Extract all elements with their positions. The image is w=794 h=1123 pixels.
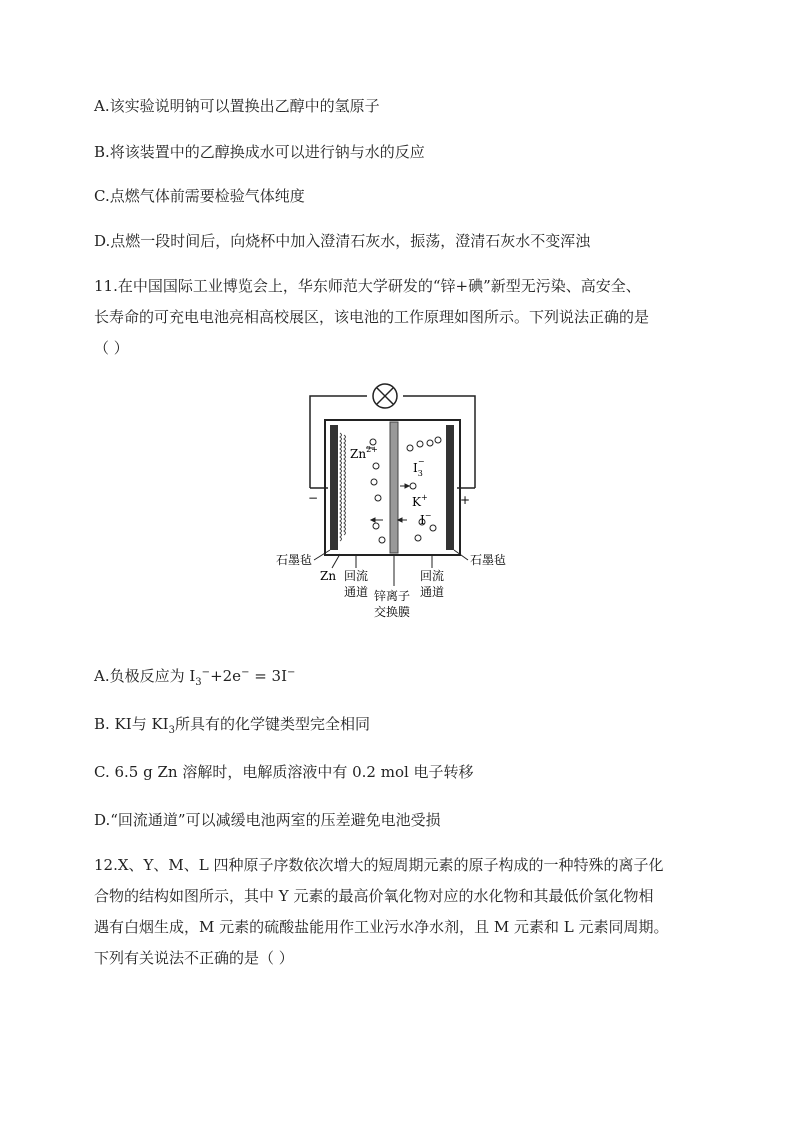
zn-deposit [340, 433, 346, 541]
zn2-label [350, 445, 378, 461]
zn2-text: Zn [350, 447, 367, 461]
left-graphite-felt [330, 425, 338, 550]
right-graphite-felt [446, 425, 454, 550]
q11-option-a-sup: − [201, 667, 211, 678]
q11-option-d: D.“回流通道”可以减缓电池两室的压差避免电池受损 [94, 811, 441, 829]
q11-option-a-sub: 3 [195, 677, 202, 688]
negative-terminal-label: − [308, 491, 319, 505]
q11-option-b [94, 714, 370, 734]
q12-stem-line3: 遇有白烟生成，M 元素的硫酸盐能用作工业污水净水剂，且 M 元素和 L 元素同周期。 [94, 918, 669, 936]
q12-stem-line2: 合物的结构如图所示，其中 Y 元素的最高价氧化物对应的水化物和其最低价氢化物相 [94, 887, 654, 905]
q11-option-a-mid: +2e [210, 667, 242, 685]
positive-terminal-label: + [460, 493, 471, 507]
k-sup: + [420, 493, 428, 502]
q11-stem-line3: （ ） [94, 339, 129, 357]
wire-left [310, 396, 367, 488]
zn-leader [332, 554, 340, 568]
q11-option-a-sup2: − [241, 667, 250, 678]
q10-option-c: C.点燃气体前需要检验气体纯度 [94, 187, 305, 205]
q11-option-a-pre: A.负极反应为 I [94, 667, 196, 685]
membrane-label-1: 锌离子 [374, 589, 411, 603]
q11-option-c: C. 6.5 g Zn 溶解时，电解质溶液中有 0.2 mol 电子转移 [94, 763, 474, 781]
q12-stem-line1: 12.X、Y、M、L 四种原子序数依次增大的短周期元素的原子构成的一种特殊的离子化 [94, 856, 664, 874]
q12-stem-line4: 下列有关说法不正确的是（ ） [94, 949, 294, 967]
q11-option-a [94, 666, 295, 686]
q11-option-a-sup3: − [287, 667, 296, 678]
k-text: K [412, 495, 421, 509]
q10-option-b: B.将该装置中的乙醇换成水可以进行钠与水的反应 [94, 143, 425, 161]
membrane-label-2: 交换膜 [374, 605, 411, 619]
q11-option-b-sub: 3 [168, 725, 175, 736]
i-minus-sup: − [424, 511, 432, 520]
right-channel-label-1: 回流 [420, 569, 445, 583]
q10-option-a: A.该实验说明钠可以置换出乙醇中的氢原子 [94, 97, 380, 115]
i3-sub: 3 [417, 469, 423, 478]
left-channel-label-2: 通道 [344, 585, 369, 599]
right-felt-label: 石墨毡 [470, 553, 507, 567]
lamp-icon [373, 384, 397, 408]
k-label [412, 493, 428, 509]
zn-bottom-label: Zn [320, 569, 337, 583]
q11-option-a-post: = 3I [249, 667, 288, 685]
i3-sup: − [417, 457, 425, 466]
q11-option-b-post: 所具有的化学键类型完全相同 [174, 715, 370, 733]
battery-diagram [270, 378, 520, 648]
zinc-ion-exchange-membrane [390, 422, 398, 553]
q10-option-d: D.点燃一段时间后，向烧杯中加入澄清石灰水，振荡，澄清石灰水不变浑浊 [94, 232, 591, 250]
zn2-sup: 2+ [366, 445, 378, 454]
q11-stem-line2: 长寿命的可充电电池亮相高校展区，该电池的工作原理如图所示。下列说法正确的是 [94, 308, 650, 326]
left-channel-label-1: 回流 [344, 569, 369, 583]
battery-diagram-svg [270, 378, 520, 648]
i-minus-label [420, 511, 431, 527]
left-chamber-ions [370, 439, 385, 543]
i-minus-text: I [420, 513, 425, 527]
q11-stem-line1: 11.在中国国际工业博览会上，华东师范大学研发的“锌+碘”新型无污染、高安全、 [94, 277, 641, 295]
q11-option-b-pre: B. KI与 KI [94, 715, 169, 733]
i3-text: I [413, 461, 418, 475]
left-felt-label: 石墨毡 [276, 553, 313, 567]
right-channel-label-2: 通道 [420, 585, 445, 599]
i3-label [413, 457, 425, 478]
